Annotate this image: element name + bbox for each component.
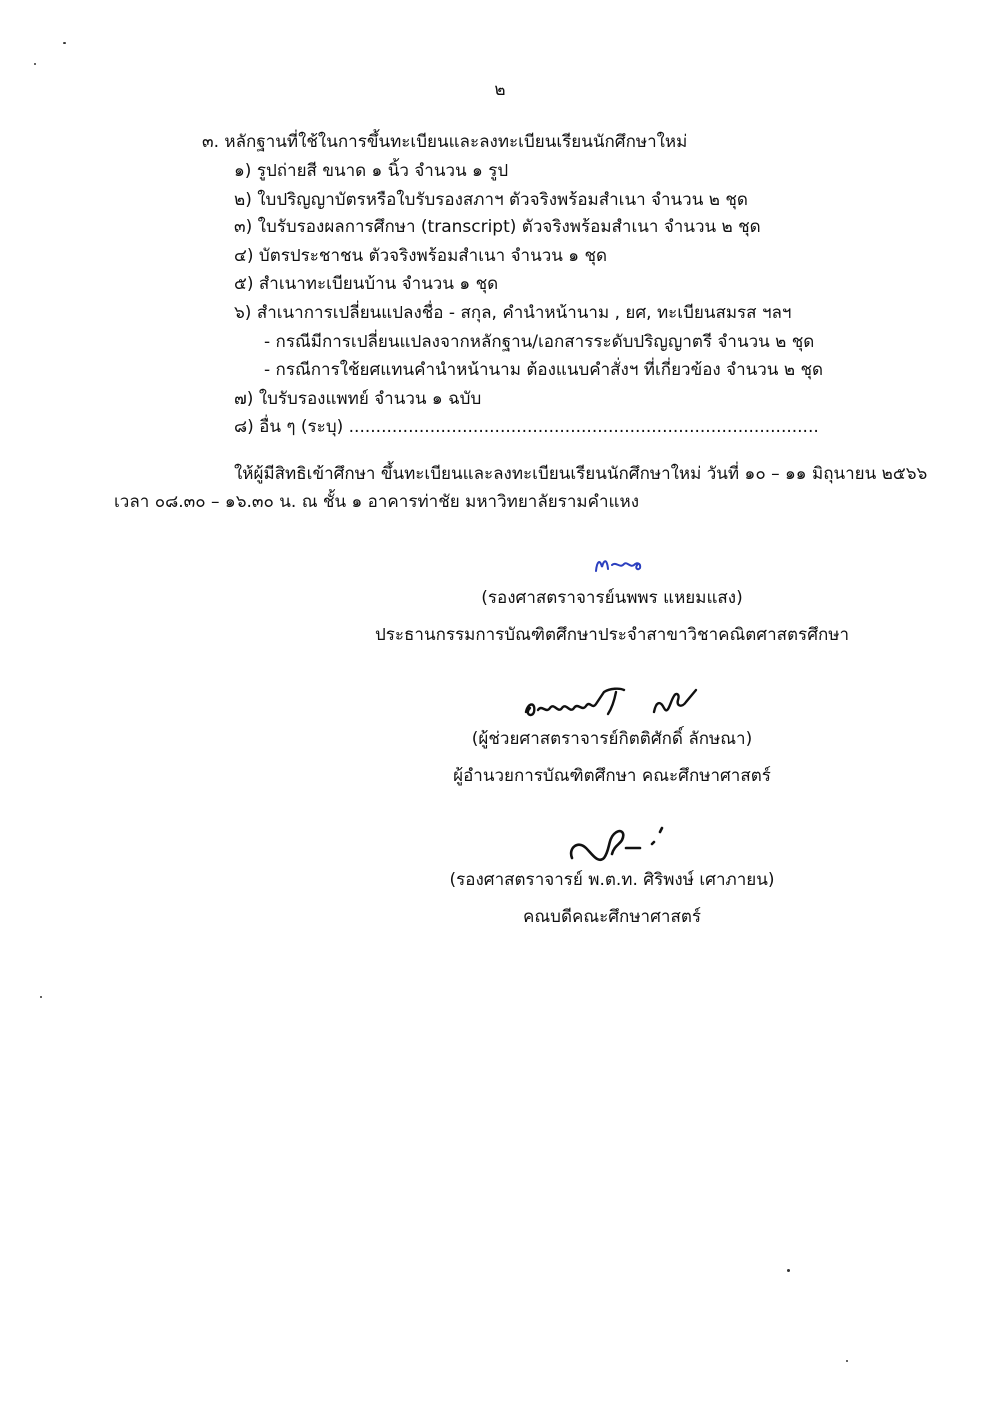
paragraph-line: ให้ผู้มีสิทธิเข้าศึกษา ขึ้นทะเบียนและลงทะเบียนเรียนนักศึกษาใหม่ วันที่ ๑๐ – ๑๑ มิถุนายน ๒๕๖๖ — [234, 464, 928, 484]
signatory-title: ประธานกรรมการบัณฑิตศึกษาประจำสาขาวิชาคณิตศาสตรศึกษา — [374, 625, 850, 645]
signatory-name: (รองศาสตราจารย์นพพร แหยมแสง) — [481, 588, 743, 608]
signature-2 — [520, 682, 710, 722]
list-subitem: - กรณีการใช้ยศแทนคำนำหน้านาม ต้องแนบคำสั่งฯ ที่เกี่ยวข้อง จำนวน ๒ ชุด — [264, 360, 824, 380]
list-item: ๑) รูปถ่ายสี ขนาด ๑ นิ้ว จำนวน ๑ รูป — [234, 161, 509, 181]
list-item: ๓) ใบรับรองผลการศึกษา (transcript) ตัวจริงพร้อมสำเนา จำนวน ๒ ชุด — [234, 217, 761, 237]
signatory-title: คณบดีคณะศึกษาศาสตร์ — [523, 907, 701, 927]
list-item: ๖) สำเนาการเปลี่ยนแปลงชื่อ - สกุล, คำนำหน้านาม , ยศ, ทะเบียนสมรส ฯลฯ — [234, 303, 792, 323]
signatory-name: (รองศาสตราจารย์ พ.ต.ท. ศิริพงษ์ เศาภายน) — [449, 870, 775, 890]
list-item: ๒) ใบปริญญาบัตรหรือใบรับรองสภาฯ ตัวจริงพร้อมสำเนา จำนวน ๒ ชุด — [234, 190, 748, 210]
scan-speck — [63, 42, 66, 44]
signatory-title: ผู้อำนวยการบัณฑิตศึกษา คณะศึกษาศาสตร์ — [453, 766, 771, 786]
signatory-name: (ผู้ช่วยศาสตราจารย์กิตติศักดิ์ ลักษณา) — [471, 729, 753, 749]
list-item: ๕) สำเนาทะเบียนบ้าน จำนวน ๑ ชุด — [234, 274, 499, 294]
list-subitem: - กรณีมีการเปลี่ยนแปลงจากหลักฐาน/เอกสารระดับปริญญาตรี จำนวน ๒ ชุด — [264, 332, 815, 352]
scan-speck — [34, 63, 36, 65]
paragraph-line: เวลา ๐๘.๓๐ – ๑๖.๓๐ น. ณ ชั้น ๑ อาคารท่าชัย มหาวิทยาลัยรามคำแหง — [114, 492, 639, 512]
signature-1 — [592, 553, 652, 577]
section-heading: ๓. หลักฐานที่ใช้ในการขึ้นทะเบียนและลงทะเบียนเรียนนักศึกษาใหม่ — [202, 132, 688, 152]
scan-speck — [846, 1360, 848, 1362]
list-item: ๘) อื่น ๆ (ระบุ) ....................................................................................... — [234, 417, 819, 437]
list-item: ๔) บัตรประชาชน ตัวจริงพร้อมสำเนา จำนวน ๑ ชุด — [234, 246, 608, 266]
page-number: ๒ — [494, 80, 506, 100]
scan-speck — [40, 996, 42, 998]
list-item: ๗) ใบรับรองแพทย์ จำนวน ๑ ฉบับ — [234, 389, 482, 409]
scan-speck — [787, 1269, 790, 1272]
